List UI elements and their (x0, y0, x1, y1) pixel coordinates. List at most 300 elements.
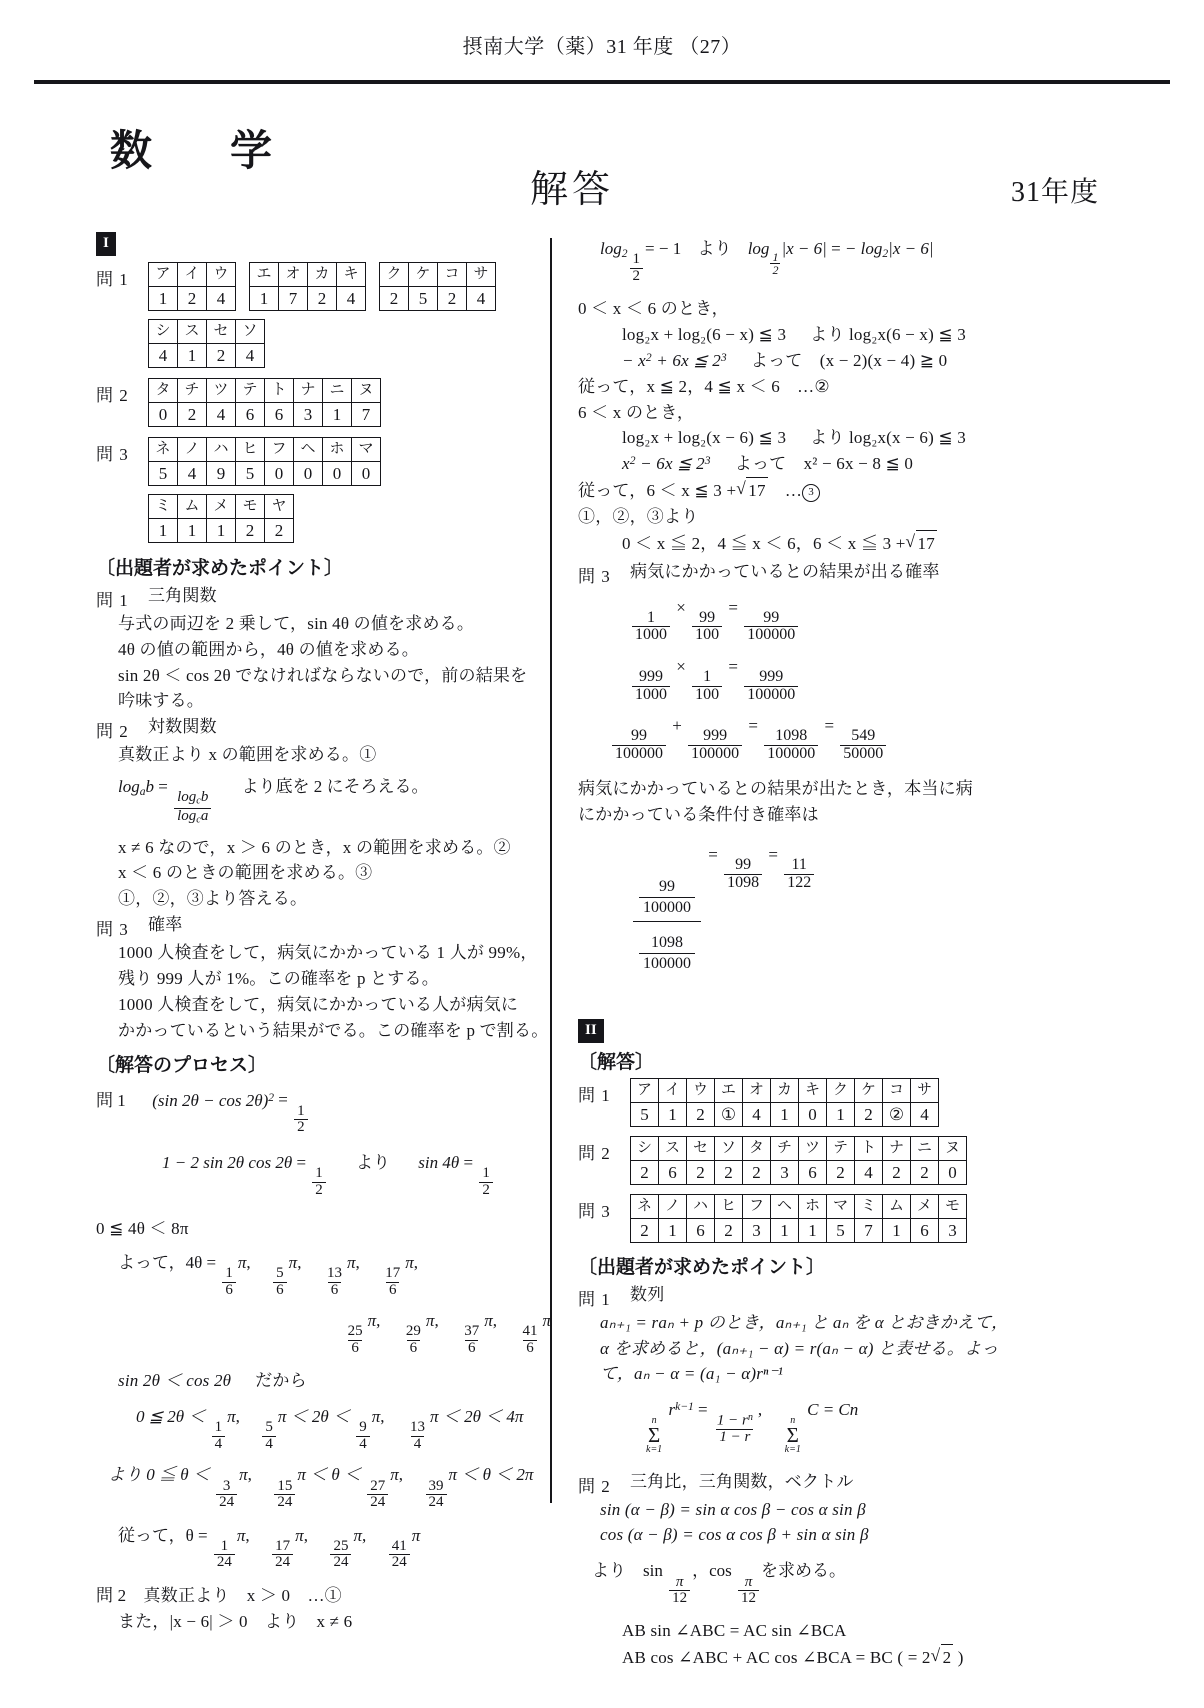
kana-cell: セ (207, 320, 236, 344)
fraction-numerator: 11 (791, 856, 807, 874)
pi-symbol: π (405, 1252, 414, 1272)
answer-table (630, 1078, 939, 1127)
value-cell: 1 (771, 1218, 799, 1242)
fraction-denominator: 100000 (639, 897, 695, 918)
fraction-1-1000 (632, 610, 670, 644)
value-cell: 6 (265, 403, 294, 427)
process-q1-line4: よって，4θ = $\frac{1}{6}$ π, $\frac{5}{6}$ π, $\frac{13}{6}$ π, $\frac{17}{6}$ π, (118, 1252, 419, 1298)
points-q2-line3: x ≠ 6 なので，x ＞ 6 のとき，x の範囲を求める。② (118, 837, 511, 857)
fraction-999-100000 (744, 669, 798, 703)
line3-mid: ，cos (692, 1561, 732, 1581)
value-cell: 1 (178, 344, 207, 368)
page-title-answer: 解答 (530, 169, 615, 211)
value-cell: 5 (409, 287, 438, 311)
kana-cell: マ (352, 438, 381, 462)
expr-x2-minus-6x: $x^2 - 6x$ ≦ $2^3$ (622, 454, 711, 474)
fraction-denominator: 24 (330, 1554, 351, 1570)
value-cell: 0 (294, 462, 323, 486)
expr-pi-lt-theta-lt: π ＜ θ ＜ (297, 1465, 362, 1485)
section2-points-q2-line5: AB cos ∠ABC + AC cos ∠BCA = BC ( = 2 √ 2 ) (622, 1644, 1033, 1671)
kana-cell: コ (438, 263, 467, 287)
right-line8-b: よって x² − 6x − 8 ≦ 0 (734, 454, 914, 474)
right-line4-b: よって (x − 2)(x − 4) ≧ 0 (750, 350, 948, 370)
section2-points-q2-row (578, 1469, 1033, 1497)
value-cell: 4 (911, 1102, 939, 1126)
plus-symbol: + (672, 716, 682, 736)
fraction-numerator: 1 (225, 1265, 233, 1282)
summation-operator (646, 1416, 662, 1454)
fraction-denominator: 2 (630, 268, 644, 284)
kana-cell: ヤ (265, 495, 294, 519)
process-q1-line7: 0 ≦ 2θ ＜ $\frac{1}{4}$ π, $\frac{5}{4}$ π ＜ 2θ ＜ $\frac{9}{4}$ π, $\frac{13}{4}$ π ＜ 2θ ＜ 4π (136, 1407, 524, 1452)
value-cell: 2 (687, 1102, 715, 1126)
value-cell: 1 (250, 287, 279, 311)
section2-points-q1-title: 数列 (630, 1284, 665, 1304)
fraction-numerator: 9 (359, 1419, 367, 1436)
points-q3-row (96, 912, 551, 940)
value-cell: ① (715, 1102, 743, 1126)
fraction-denominator: $\log_ca$ (174, 808, 211, 826)
section2-sum-formulas: n Σ k=1 $r^{k-1}$ = $\frac{1 - r^n}{1 - r}$ , n Σ k=1 C = Cn (646, 1400, 859, 1455)
right-line2: 0 ＜ x ＜ 6 のとき， (578, 299, 729, 319)
value-cell: 1 (178, 519, 207, 543)
section2-q1-label: 問 1 (578, 1085, 611, 1105)
fraction-denominator: 4 (356, 1436, 370, 1452)
value-cell: 0 (149, 403, 178, 427)
pi-symbol: π (288, 1252, 298, 1272)
right-line11 (622, 530, 1033, 557)
kana-cell: ネ (149, 438, 178, 462)
fraction-denominator: 50000 (840, 745, 886, 762)
value-cell: 6 (687, 1218, 715, 1242)
section2-answer-heading: 〔解答〕 (578, 1050, 655, 1073)
kana-cell: シ (149, 320, 178, 344)
right-line11-prefix: 0 ＜ x ≦ 2，4 ≦ x ＜ 6，6 ＜ x ≦ 3 + (622, 533, 906, 553)
fraction-denominator: 2 (312, 1182, 326, 1198)
value-cell: 3 (771, 1160, 799, 1184)
kana-cell: ツ (799, 1136, 827, 1160)
value-cell: ② (883, 1102, 911, 1126)
circled-number-3: 3 (802, 484, 820, 502)
value-cell: 6 (659, 1160, 687, 1184)
value-cell: 9 (207, 462, 236, 486)
kana-cell: ス (659, 1136, 687, 1160)
kana-cell: カ (771, 1078, 799, 1102)
fraction-denominator: 100000 (612, 745, 666, 762)
kana-cell: サ (467, 263, 496, 287)
points-q2-line4: x ＜ 6 のときの範囲を求める。③ (118, 863, 373, 883)
process-q1-line2: 1 − 2 sin 2θ cos 2θ = $\frac{1}{2}$ より sin 4θ = $\frac{1}{2}$ (162, 1154, 551, 1198)
points-q3-line1: 1000 人検査をして，病気にかかっている 1 人が 99%， (118, 943, 538, 963)
fraction-numerator: 41 (391, 1537, 407, 1554)
points-q2-row (96, 714, 551, 742)
fraction-numerator: 25 (333, 1537, 349, 1554)
kana-cell: シ (631, 1136, 659, 1160)
right-q3-label: 問 3 (578, 566, 611, 586)
value-cell: 4 (855, 1160, 883, 1184)
page-title-subject: 数 学 (110, 129, 291, 175)
expr-1-minus-2sin2tcos2t: 1 − 2 sin 2θ cos 2θ (162, 1152, 293, 1172)
right-line8 (622, 451, 1033, 477)
kana-cell: フ (265, 438, 294, 462)
fraction-one-half (294, 1104, 308, 1136)
value-cell: 4 (337, 287, 366, 311)
process-q1-label: 問 1 (96, 1090, 126, 1110)
right-line3-b: より log₂x(6 − x) ≦ 3 (810, 325, 967, 345)
value-cell: 4 (236, 344, 265, 368)
pi-symbol: π (227, 1407, 236, 1427)
value-cell: 0 (323, 462, 352, 486)
fraction-39-24 (426, 1479, 447, 1511)
section-badge-1: I (96, 232, 116, 256)
kana-cell: セ (687, 1136, 715, 1160)
points-q2-line5: ①，②，③より答える。 (118, 889, 308, 909)
expr-sum-c-equals-cn: C = Cn (807, 1400, 859, 1420)
kana-cell: キ (799, 1078, 827, 1102)
points-q3-title: 確率 (148, 915, 183, 935)
value-cell: 0 (799, 1102, 827, 1126)
points-q1-line3: sin 2θ ＜ cos 2θ でなければならないので，前の結果を (118, 665, 528, 685)
fraction-denominator: 24 (274, 1494, 295, 1510)
fraction-numerator: 999 (703, 727, 728, 745)
kana-cell: ハ (687, 1194, 715, 1218)
pi-symbol: π (236, 1525, 246, 1545)
answer-table (249, 262, 366, 311)
fraction-numerator: 13 (410, 1419, 426, 1436)
value-cell: 2 (883, 1160, 911, 1184)
expr-sin4theta: sin 4θ (418, 1152, 460, 1172)
log-base-2: $\log_2$ (600, 239, 628, 260)
answer-table (148, 437, 381, 486)
sigma-icon: Σ (786, 1423, 799, 1448)
right-line1: $\log_2$ $\frac{1}{2}$ = − 1 より log $\frac{1}{2}$ |x − 6| = − $\log_2|x - 6|$ (600, 239, 934, 284)
fraction-denominator: 100 (692, 626, 722, 643)
fraction-99-100000 (744, 610, 798, 644)
points-q2-label: 問 2 (96, 722, 129, 742)
process-q1-line1: 問 1 (sin 2θ − cos 2θ)$^2$ = $\frac{1}{2}$ (96, 1091, 551, 1135)
value-cell: 2 (236, 519, 265, 543)
process-q1-line3: 0 ≦ 4θ ＜ 8π (96, 1219, 189, 1238)
section2-points-q1-line1: aₙ₊₁ = raₙ + p のとき，aₙ₊₁ と aₙ を α とおきかえて， (600, 1312, 1009, 1332)
fraction-denominator: 12 (738, 1590, 759, 1606)
expr-sin2t-lt-cos2t: sin 2θ ＜ cos 2θ (118, 1371, 232, 1391)
value-cell: 4 (149, 344, 178, 368)
fraction-41-24 (389, 1539, 410, 1571)
pi-symbol: π (484, 1311, 493, 1331)
fraction-denominator: 24 (389, 1554, 410, 1570)
pi-symbol: π (390, 1465, 399, 1485)
sigma-icon: Σ (647, 1423, 661, 1448)
fraction-denominator: 100000 (764, 745, 818, 762)
points-q2-line2-tail: より底を 2 にそろえる。 (241, 777, 429, 797)
fraction-numerator: 1 (297, 1102, 305, 1119)
expr-yori-0-le-theta-lt: より 0 ≦ θ ＜ (108, 1465, 210, 1485)
times-symbol: × (676, 656, 686, 676)
value-cell: 1 (771, 1102, 799, 1126)
fraction-numerator: 1 (772, 250, 779, 265)
points-q1-title: 三角関数 (148, 586, 217, 605)
fraction-9-4 (356, 1420, 370, 1452)
value-cell: 1 (149, 519, 178, 543)
kana-cell: イ (659, 1078, 687, 1102)
pi-symbol: π (237, 1252, 247, 1272)
fraction-denominator: 6 (386, 1282, 400, 1298)
value-cell: 1 (883, 1218, 911, 1242)
section1-q1-row (96, 262, 551, 368)
kana-cell: マ (827, 1194, 855, 1218)
fraction-numerator: 99 (699, 608, 716, 626)
fraction-numerator: 999 (759, 668, 784, 686)
fraction-one-half (479, 1166, 493, 1198)
value-cell: 1 (207, 519, 236, 543)
kana-cell: ト (265, 379, 294, 403)
kana-cell: ノ (178, 438, 207, 462)
value-cell: 5 (827, 1218, 855, 1242)
sqrt-radicand: 17 (916, 530, 937, 557)
q1b-tables (148, 319, 551, 368)
section2-q3-label: 問 3 (578, 1201, 611, 1221)
kana-cell: イ (178, 263, 207, 287)
points-q3-line4: かかっているという結果がでる。この確率を p で割る。 (118, 1020, 549, 1040)
line3-prefix: より sin (592, 1561, 663, 1581)
expr-pi-lt-2theta-lt-4pi: π ＜ 2θ ＜ 4π (430, 1407, 524, 1427)
right-line4 (622, 348, 1033, 374)
expr-sin2t-minus-cos2t-squared: (sin 2θ − cos 2θ)$^2$ (152, 1090, 275, 1110)
fraction-13-4 (407, 1420, 428, 1452)
answer-table (148, 319, 265, 368)
fraction-pi-12 (738, 1575, 759, 1607)
fraction-99-100000 (612, 728, 666, 762)
kana-cell: チ (771, 1136, 799, 1160)
kana-cell: エ (715, 1078, 743, 1102)
kana-cell: モ (236, 495, 265, 519)
fraction-27-24 (367, 1479, 388, 1511)
value-cell: 2 (631, 1218, 659, 1242)
fraction-denominator: 100 (692, 686, 722, 703)
kana-cell: オ (743, 1078, 771, 1102)
fraction-numerator: 1098 (651, 933, 683, 951)
fraction-denominator: 4 (212, 1436, 226, 1452)
kana-cell: カ (308, 263, 337, 287)
answer-table (630, 1194, 967, 1243)
value-cell: 2 (380, 287, 409, 311)
fraction-29-6 (403, 1324, 424, 1356)
answer-table (630, 1136, 967, 1185)
fraction-3-24 (216, 1479, 237, 1511)
pi-symbol: π (425, 1311, 435, 1331)
kana-cell: ヌ (939, 1136, 967, 1160)
fraction-denominator: 24 (367, 1494, 388, 1510)
kana-cell: テ (236, 379, 265, 403)
section1-q3-row (96, 437, 551, 543)
kana-cell: タ (743, 1136, 771, 1160)
value-cell: 1 (149, 287, 178, 311)
kana-cell: ソ (715, 1136, 743, 1160)
process-q2-line1: 問 2 真数正より x ＞ 0 …① (96, 1585, 342, 1605)
expr-pi-lt-2theta-lt: π ＜ 2θ ＜ (277, 1407, 351, 1427)
fraction-denominator: 4 (262, 1436, 276, 1452)
kana-cell: ハ (207, 438, 236, 462)
fraction-numerator: 1 (632, 251, 641, 268)
points-q1-line1: 与式の両辺を 2 乗して，sin 4θ の値を求める。 (118, 614, 475, 633)
process-q1-line4-prefix: よって，4θ = (118, 1252, 217, 1272)
fraction-numerator: 1 (220, 1537, 229, 1554)
fraction-25-24 (330, 1539, 351, 1571)
sqrt-radicand: 2 (941, 1644, 954, 1671)
fraction-denominator: 100000 (639, 953, 695, 974)
process-heading: 〔解答のプロセス〕 (96, 1054, 268, 1077)
sqrt-17 (906, 530, 937, 557)
kana-cell: ツ (207, 379, 236, 403)
value-cell: 1 (799, 1218, 827, 1242)
kana-cell: ナ (294, 379, 323, 403)
value-cell: 2 (265, 519, 294, 543)
value-cell: 5 (149, 462, 178, 486)
fraction-549-50000 (840, 728, 886, 762)
right-prob-line3: $\frac{99}{100000}$ + $\frac{999}{100000}$ = $\frac{1098}{100000}$ = $\frac{549}{50000}$ (610, 717, 1033, 762)
section2-points-q2-line4: AB sin ∠ABC = AC sin ∠BCA (622, 1621, 847, 1641)
value-cell: 4 (467, 287, 496, 311)
fraction-numerator: 37 (464, 1323, 480, 1340)
fraction-11-122 (784, 857, 814, 891)
fraction-1-24 (214, 1539, 235, 1571)
fraction-denominator: 1000 (632, 686, 670, 703)
right-conditional-prob: $\frac{\frac{99}{100000}}{\frac{1098}{100000}}$ = $\frac{99}{1098}$ = $\frac{11}{122}$ (630, 846, 1033, 977)
process-q1-line9: 従って，θ = $\frac{1}{24}$ π, $\frac{17}{24}$ π, $\frac{25}{24}$ π, $\frac{41}{24}$ π (118, 1525, 421, 1571)
kana-cell: ケ (409, 263, 438, 287)
neg-log2-abs: − $\log_2|x - 6|$ (844, 239, 934, 260)
kana-cell: ム (178, 495, 207, 519)
sqrt-radicand: 17 (746, 477, 767, 504)
fraction-one-half (312, 1166, 326, 1198)
kana-cell: メ (911, 1194, 939, 1218)
section2-q2-row (578, 1136, 1033, 1185)
value-cell: 7 (279, 287, 308, 311)
answer-table (148, 378, 381, 427)
value-cell: 2 (687, 1160, 715, 1184)
kana-cell: チ (178, 379, 207, 403)
kana-cell: サ (911, 1078, 939, 1102)
log-base-a-b: $\log_ab$ (118, 777, 155, 799)
kana-cell: ヘ (294, 438, 323, 462)
kana-cell: ア (631, 1078, 659, 1102)
pi-symbol: π (239, 1465, 248, 1485)
kana-cell: テ (827, 1136, 855, 1160)
value-cell: 3 (294, 403, 323, 427)
section-badge-2: II (578, 1019, 604, 1043)
conn-yori: より (356, 1152, 391, 1172)
kana-cell: コ (883, 1078, 911, 1102)
pi-symbol: π (371, 1407, 381, 1427)
times-symbol: × (676, 597, 686, 617)
sqrt-17 (736, 477, 767, 504)
value-cell: 0 (265, 462, 294, 486)
points-q1-row (96, 583, 551, 611)
fraction-1-100 (692, 669, 722, 703)
kana-cell: ヌ (352, 379, 381, 403)
sum-lower-limit: k=1 (646, 1443, 663, 1455)
value-cell: 1 (659, 1218, 687, 1242)
section2-q2-label: 問 2 (578, 1143, 611, 1163)
right-prob-line1: $\frac{1}{1000}$ × $\frac{99}{100}$ = $\frac{99}{100000}$ (630, 599, 1033, 644)
kana-cell: ミ (855, 1194, 883, 1218)
fraction-15-24 (274, 1479, 295, 1511)
line3-tail: を求める。 (761, 1561, 847, 1581)
fraction-numerator: 15 (277, 1477, 293, 1494)
fraction-numerator: 3 (222, 1477, 231, 1494)
right-line1-conn: より (697, 239, 732, 258)
value-cell: 6 (236, 403, 265, 427)
fraction-99-1098 (724, 857, 762, 891)
kana-cell: ト (855, 1136, 883, 1160)
fraction-denominator: 6 (222, 1282, 236, 1298)
kana-cell: ノ (659, 1194, 687, 1218)
value-cell: 2 (631, 1160, 659, 1184)
fraction-numerator: 1 (214, 1419, 223, 1436)
page-title-year: 31年度 (1010, 177, 1099, 208)
fraction-numerator: 99 (735, 856, 752, 874)
right-line1-a: = − 1 (645, 239, 682, 258)
fraction-numerator: 17 (385, 1265, 401, 1282)
fraction-numerator: 27 (370, 1477, 386, 1494)
fraction-denominator: 6 (328, 1282, 342, 1298)
fraction-denominator: 1000 (632, 626, 670, 643)
complex-fraction (633, 865, 701, 977)
kana-cell: ア (149, 263, 178, 287)
section2-points-heading: 〔出題者が求めたポイント〕 (578, 1255, 826, 1278)
kana-cell: ム (883, 1194, 911, 1218)
sum-lower-limit: k=1 (784, 1443, 801, 1455)
fraction-numerator: π (744, 1573, 753, 1590)
fraction-denominator: 2 (772, 263, 779, 278)
kana-cell: ヘ (771, 1194, 799, 1218)
right-prob-line2: $\frac{999}{1000}$ × $\frac{1}{100}$ = $\frac{999}{100000}$ (630, 658, 1033, 703)
section2-points-q2-line2: cos (α − β) = cos α cos β + sin α sin β (600, 1525, 869, 1545)
kana-cell: ホ (799, 1194, 827, 1218)
fraction-99-100 (692, 610, 722, 644)
fraction-5-6 (273, 1266, 287, 1298)
fraction-denominator: 1098 (724, 874, 762, 891)
kana-cell: ス (178, 320, 207, 344)
process-q1-line6 (118, 1368, 551, 1394)
q2-label: 問 2 (96, 386, 129, 405)
kana-cell: ヒ (715, 1194, 743, 1218)
section2-points-q2-label: 問 2 (578, 1476, 611, 1496)
fraction-25-6 (345, 1324, 366, 1356)
value-cell: 3 (743, 1218, 771, 1242)
fraction-numerator: 29 (405, 1323, 421, 1340)
value-cell: 6 (799, 1160, 827, 1184)
fraction-denominator: 6 (407, 1340, 421, 1356)
value-cell: 1 (827, 1102, 855, 1126)
kana-cell: ク (827, 1078, 855, 1102)
kana-cell: ニ (323, 379, 352, 403)
fraction-pi-12 (669, 1575, 690, 1607)
log-quotient-fraction (174, 790, 211, 825)
value-cell: 3 (939, 1218, 967, 1242)
value-cell: 0 (352, 462, 381, 486)
value-cell: 2 (207, 344, 236, 368)
pi-symbol: π (346, 1252, 356, 1272)
value-cell: 2 (911, 1160, 939, 1184)
right-line10: ①，②，③より (578, 506, 699, 526)
right-line6: 6 ＜ x のとき， (578, 402, 695, 422)
fraction-17-24 (272, 1539, 293, 1571)
kana-cell: タ (149, 379, 178, 403)
kana-cell: オ (279, 263, 308, 287)
kana-cell: ニ (911, 1136, 939, 1160)
answer-table (148, 494, 294, 543)
